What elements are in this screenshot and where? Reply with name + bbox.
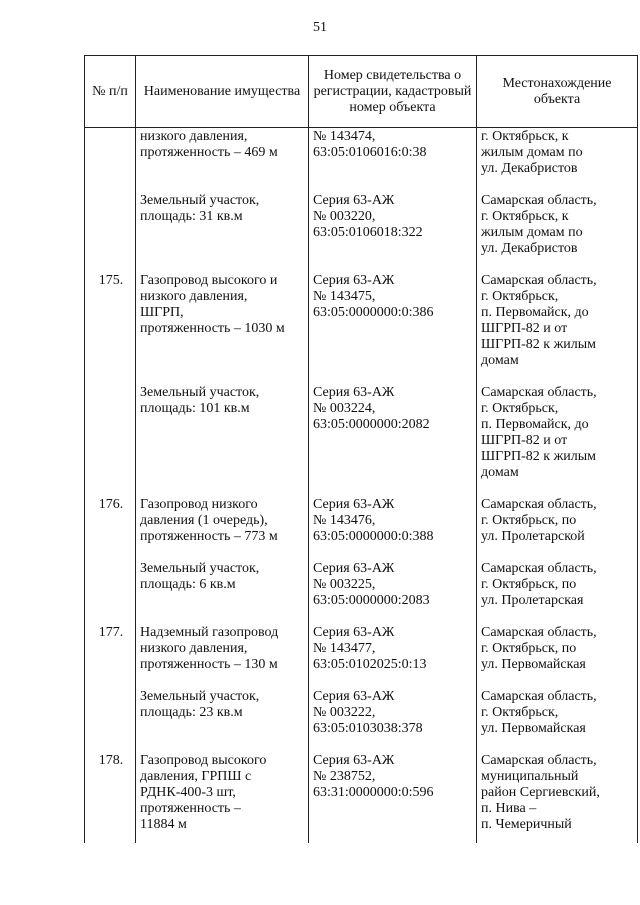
property-location-line: ШГРП-82 и от xyxy=(481,321,568,336)
property-location-line: ул. Декабристов xyxy=(481,241,578,256)
table-row xyxy=(85,193,638,273)
registration-number-line: 63:05:0106016:0:38 xyxy=(313,145,427,160)
table-row xyxy=(85,561,638,625)
registration-number-line: Серия 63-АЖ xyxy=(313,625,395,640)
header-cert: Номер свидетельства о регистрации, кадастровый номер объекта xyxy=(309,56,477,128)
property-name-cell xyxy=(136,385,309,497)
registration-number-cell xyxy=(309,273,477,385)
row-number xyxy=(85,561,136,625)
property-name-line: Газопровод низкого xyxy=(140,497,258,512)
property-location-line: г. Октябрьск, xyxy=(481,401,559,416)
property-location-line: п. Нива – xyxy=(481,801,537,816)
registration-number-line: Серия 63-АЖ xyxy=(313,753,395,768)
property-location-line: г. Октябрьск, к xyxy=(481,129,569,144)
property-location-line: г. Октябрьск, по xyxy=(481,641,577,656)
registration-number-line: № 143475, xyxy=(313,289,376,304)
property-name-line: площадь: 101 кв.м xyxy=(140,401,250,416)
registration-number-cell xyxy=(309,497,477,561)
property-name-line: площадь: 31 кв.м xyxy=(140,209,243,224)
registration-number-line: № 003222, xyxy=(313,705,376,720)
property-location-line: п. Первомайск, до xyxy=(481,417,589,432)
registration-number-cell xyxy=(309,561,477,625)
registration-number-line: 63:05:0000000:2082 xyxy=(313,417,430,432)
property-name-cell xyxy=(136,689,309,753)
registration-number-line: 63:05:0102025:0:13 xyxy=(313,657,427,672)
property-location-line: ШГРП-82 к жилым xyxy=(481,337,596,352)
table-body xyxy=(85,128,638,844)
property-name-line: Земельный участок, xyxy=(140,561,260,576)
registration-number-line: № 003224, xyxy=(313,401,376,416)
property-location-line: Самарская область, xyxy=(481,385,597,400)
property-location-cell xyxy=(477,753,638,843)
property-name-line: ШГРП, xyxy=(140,305,184,320)
property-name-line: низкого давления, xyxy=(140,289,248,304)
property-location-line: ул. Пролетарская xyxy=(481,593,584,608)
property-location-line: г. Октябрьск, по xyxy=(481,577,577,592)
registration-number-cell xyxy=(309,385,477,497)
row-number: 177. xyxy=(85,625,136,689)
registration-number-line: 63:05:0000000:0:386 xyxy=(313,305,434,320)
property-name-line: протяженность – 469 м xyxy=(140,145,278,160)
property-location-line: Самарская область, xyxy=(481,497,597,512)
property-location-line: п. Чемеричный xyxy=(481,817,572,832)
registration-number-line: 63:05:0000000:0:388 xyxy=(313,529,434,544)
property-name-line: Земельный участок, xyxy=(140,385,260,400)
property-location-line: Самарская область, xyxy=(481,561,597,576)
property-location-line: г. Октябрьск, xyxy=(481,705,559,720)
registration-number-line: 63:31:0000000:0:596 xyxy=(313,785,434,800)
property-name-line: протяженность – xyxy=(140,801,241,816)
property-location-line: ШГРП-82 к жилым xyxy=(481,449,596,464)
property-location-line: Самарская область, xyxy=(481,625,597,640)
property-name-line: протяженность – 1030 м xyxy=(140,321,285,336)
property-location-cell xyxy=(477,561,638,625)
registration-number-line: № 003225, xyxy=(313,577,376,592)
property-location-cell xyxy=(477,193,638,273)
table-row xyxy=(85,689,638,753)
property-name-line: Земельный участок, xyxy=(140,689,260,704)
property-name-line: давления (1 очередь), xyxy=(140,513,268,528)
property-register-table xyxy=(84,55,638,843)
property-name-line: Газопровод высокого и xyxy=(140,273,278,288)
registration-number-line: 63:05:0106018:322 xyxy=(313,225,423,240)
registration-number-cell xyxy=(309,753,477,843)
registration-number-line: Серия 63-АЖ xyxy=(313,561,395,576)
property-location-line: ул. Пролетарской xyxy=(481,529,585,544)
property-location-line: жилым домам по xyxy=(481,145,583,160)
row-number xyxy=(85,193,136,273)
table-row xyxy=(85,385,638,497)
property-name-line: протяженность – 773 м xyxy=(140,529,278,544)
property-name-line: Надземный газопровод xyxy=(140,625,279,640)
registration-number-cell xyxy=(309,128,477,194)
property-location-cell xyxy=(477,497,638,561)
registration-number-line: № 143476, xyxy=(313,513,376,528)
property-name-line: площадь: 6 кв.м xyxy=(140,577,236,592)
property-name-cell xyxy=(136,273,309,385)
property-location-line: ул. Первомайская xyxy=(481,657,586,672)
header-name: Наименование имущества xyxy=(136,56,309,128)
row-number: 178. xyxy=(85,753,136,843)
registration-number-line: Серия 63-АЖ xyxy=(313,273,395,288)
registration-number-line: № 003220, xyxy=(313,209,376,224)
property-location-line: г. Октябрьск, к xyxy=(481,209,569,224)
property-location-cell xyxy=(477,128,638,194)
property-location-line: Самарская область, xyxy=(481,753,597,768)
property-name-cell xyxy=(136,625,309,689)
property-location-line: п. Первомайск, до xyxy=(481,305,589,320)
property-location-cell xyxy=(477,689,638,753)
property-location-line: жилым домам по xyxy=(481,225,583,240)
registration-number-line: № 143477, xyxy=(313,641,376,656)
property-name-cell xyxy=(136,193,309,273)
property-location-cell xyxy=(477,385,638,497)
registration-number-cell xyxy=(309,689,477,753)
property-location-line: домам xyxy=(481,353,519,368)
registration-number-line: Серия 63-АЖ xyxy=(313,193,395,208)
property-location-line: ул. Первомайская xyxy=(481,721,586,736)
property-location-line: муниципальный xyxy=(481,769,579,784)
property-name-cell xyxy=(136,753,309,843)
property-name-cell xyxy=(136,497,309,561)
property-name-line: площадь: 23 кв.м xyxy=(140,705,243,720)
table-row xyxy=(85,273,638,385)
property-location-line: г. Октябрьск, xyxy=(481,289,559,304)
property-name-line: 11884 м xyxy=(140,817,187,832)
header-num: № п/п xyxy=(85,56,136,128)
property-location-cell xyxy=(477,273,638,385)
property-location-line: ШГРП-82 и от xyxy=(481,433,568,448)
registration-number-line: 63:05:0103038:378 xyxy=(313,721,423,736)
property-name-line: низкого давления, xyxy=(140,129,248,144)
property-location-line: район Сергиевский, xyxy=(481,785,600,800)
row-number xyxy=(85,689,136,753)
registration-number-line: № 143474, xyxy=(313,129,376,144)
property-name-cell xyxy=(136,128,309,194)
table-header xyxy=(85,56,638,128)
registration-number-cell xyxy=(309,625,477,689)
header-location: Местонахождение объекта xyxy=(477,56,638,128)
property-name-line: давления, ГРПШ с xyxy=(140,769,252,784)
registration-number-line: Серия 63-АЖ xyxy=(313,497,395,512)
row-number xyxy=(85,385,136,497)
registration-number-cell xyxy=(309,193,477,273)
registration-number-line: Серия 63-АЖ xyxy=(313,385,395,400)
property-name-cell xyxy=(136,561,309,625)
property-name-line: низкого давления, xyxy=(140,641,248,656)
table-row xyxy=(85,625,638,689)
row-number: 175. xyxy=(85,273,136,385)
table-row xyxy=(85,497,638,561)
registration-number-line: Серия 63-АЖ xyxy=(313,689,395,704)
registration-number-line: 63:05:0000000:2083 xyxy=(313,593,430,608)
property-location-line: г. Октябрьск, по xyxy=(481,513,577,528)
page-number: 51 xyxy=(313,20,327,35)
property-name-line: Газопровод высокого xyxy=(140,753,267,768)
row-number xyxy=(85,128,136,194)
row-number: 176. xyxy=(85,497,136,561)
registration-number-line: № 238752, xyxy=(313,769,376,784)
property-location-line: Самарская область, xyxy=(481,689,597,704)
property-location-line: Самарская область, xyxy=(481,273,597,288)
property-name-line: Земельный участок, xyxy=(140,193,260,208)
table-row xyxy=(85,128,638,194)
property-location-line: Самарская область, xyxy=(481,193,597,208)
property-name-line: РДНК-400-3 шт, xyxy=(140,785,236,800)
table-row xyxy=(85,753,638,843)
property-name-line: протяженность – 130 м xyxy=(140,657,278,672)
property-location-cell xyxy=(477,625,638,689)
property-location-line: ул. Декабристов xyxy=(481,161,578,176)
property-location-line: домам xyxy=(481,465,519,480)
